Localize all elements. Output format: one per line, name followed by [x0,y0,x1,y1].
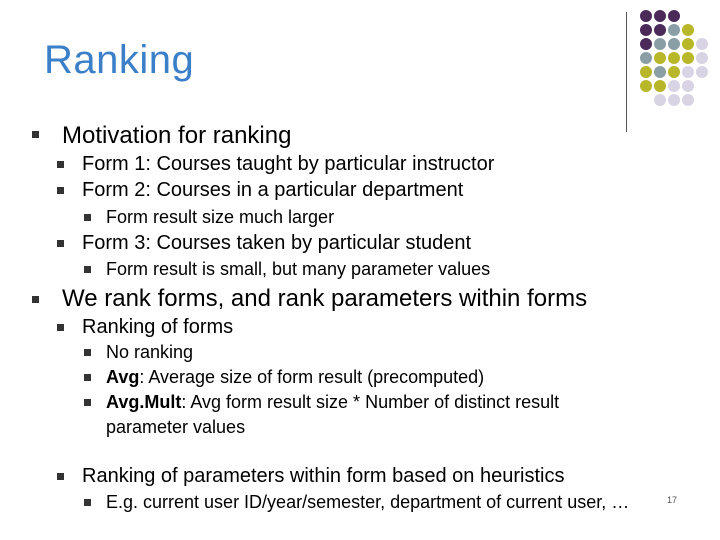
decor-dot [668,38,680,50]
decor-dot [640,52,652,64]
bullet-icon [84,374,91,381]
avg-label: Avg [106,367,140,387]
decor-dot [668,66,680,78]
decor-dot [640,10,652,22]
decor-dot [640,24,652,36]
decor-dot [696,38,708,50]
bullet-form1: Form 1: Courses taught by particular instructor [82,153,495,175]
decor-dot [682,66,694,78]
decor-dot [668,24,680,36]
bullet-icon [57,161,64,168]
decor-dot [640,80,652,92]
decor-dot [654,52,666,64]
bullet-avgmult-continued: parameter values [106,417,246,437]
decor-dot [696,66,708,78]
decor-dot [668,52,680,64]
bullet-icon [84,214,91,221]
bullet-form2: Form 2: Courses in a particular department [82,179,464,201]
decor-dot [668,80,680,92]
bullet-icon [84,349,91,356]
bullet-avgmult [106,392,559,413]
decor-dot [654,66,666,78]
bullet-form2-sub: Form result size much larger [106,207,335,227]
page-number: 17 [667,495,678,505]
decor-dot [682,52,694,64]
bullet-icon [57,187,64,194]
decor-dot [682,94,694,106]
decor-dot [696,52,708,64]
bullet-icon [84,266,91,273]
avgmult-text: : Avg form result size * Number of distinct result [181,392,560,412]
decor-dot [682,38,694,50]
bullet-form3: Form 3: Courses taken by particular student [82,232,472,254]
bullet-icon [32,131,39,138]
decor-dot [654,24,666,36]
slide-title: Ranking [44,38,195,82]
decor-dot [640,66,652,78]
bullet-icon [84,399,91,406]
bullet-motivation: Motivation for ranking [62,122,292,149]
bullet-icon [32,296,39,303]
bullet-ranking-params: Ranking of parameters within form based on heuristics [82,465,565,487]
decor-dot [682,24,694,36]
bullet-form3-sub: Form result is small, but many parameter values [106,259,491,279]
decor-dot [668,10,680,22]
decor-dot [640,38,652,50]
bullet-icon [57,324,64,331]
decor-dot [682,80,694,92]
bullet-we-rank: We rank forms, and rank parameters within forms [62,285,588,312]
decor-dot [654,38,666,50]
decor-dot [668,94,680,106]
bullet-icon [57,240,64,247]
bullet-icon [57,473,64,480]
avg-text: : Average size of form result (precomputed) [139,367,485,387]
avgmult-label: Avg.Mult [106,392,182,412]
bullet-eg: E.g. current user ID/year/semester, department of current user, … [106,492,630,512]
bullet-avg [106,367,484,388]
bullet-ranking-forms: Ranking of forms [82,316,234,338]
title-divider [626,12,627,132]
decor-dot [654,10,666,22]
bullet-no-ranking: No ranking [106,342,194,362]
decor-dot [654,80,666,92]
decor-dot [654,94,666,106]
bullet-icon [84,499,91,506]
